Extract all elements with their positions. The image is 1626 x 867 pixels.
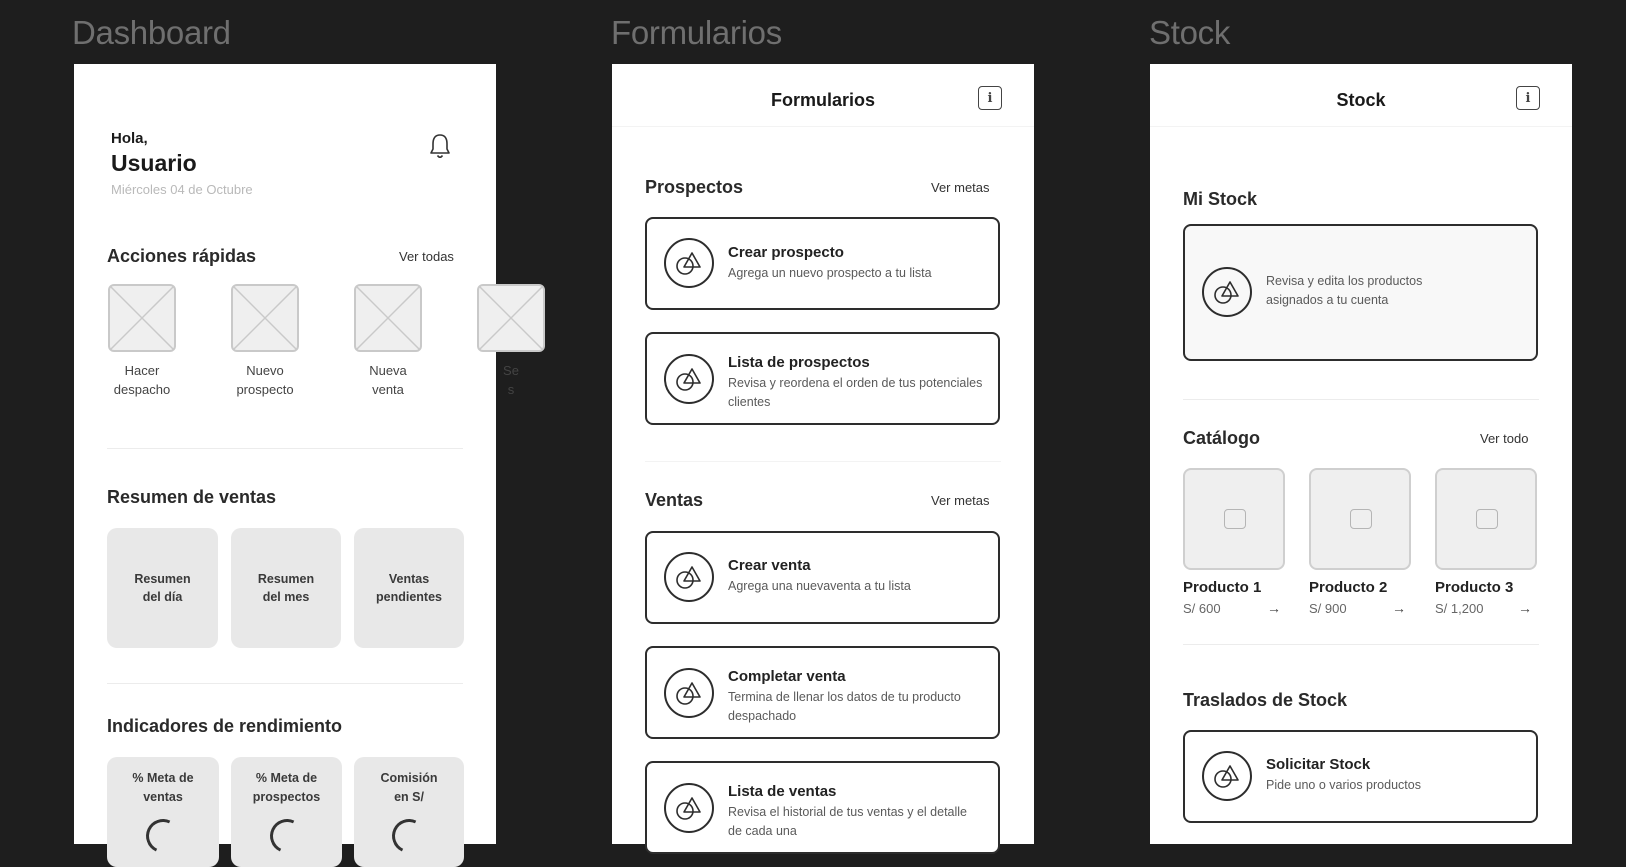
card-title: Lista de prospectos bbox=[728, 354, 870, 371]
shapes-icon bbox=[664, 238, 714, 288]
sales-summary-title: Resumen de ventas bbox=[107, 487, 277, 507]
dashboard-screen bbox=[74, 64, 519, 844]
stock-transfers-title: Traslados de Stock bbox=[1183, 690, 1348, 710]
card-title: Crear prospecto bbox=[728, 244, 844, 261]
frame-title-stock: Stock bbox=[1149, 14, 1231, 51]
card-title: Crear venta bbox=[728, 557, 811, 574]
card-description: Termina de llenar los datos de tu producto despachado bbox=[728, 690, 961, 723]
image-icon bbox=[1476, 509, 1498, 529]
header-divider bbox=[612, 126, 1034, 127]
product-image-placeholder[interactable] bbox=[1309, 468, 1411, 570]
progress-ring-icon bbox=[265, 814, 309, 858]
quick-action-placeholder-icon[interactable] bbox=[477, 284, 545, 352]
product-name: Producto 1 bbox=[1183, 579, 1262, 596]
performance-card[interactable] bbox=[231, 757, 342, 867]
image-icon bbox=[1350, 509, 1372, 529]
card-description: Agrega un nuevo prospecto a tu lista bbox=[728, 266, 932, 280]
divider bbox=[1183, 644, 1539, 645]
arrow-right-icon[interactable]: → bbox=[1392, 600, 1406, 616]
card-title: Solicitar Stock bbox=[1266, 756, 1371, 773]
shapes-icon bbox=[1202, 267, 1252, 317]
header-divider bbox=[1150, 126, 1572, 127]
quick-actions-title: Acciones rápidas bbox=[107, 246, 257, 266]
performance-title: Indicadores de rendimiento bbox=[107, 716, 343, 736]
image-icon bbox=[1224, 509, 1246, 529]
frame-title-formularios: Formularios bbox=[611, 14, 782, 51]
my-stock-title: Mi Stock bbox=[1183, 189, 1258, 209]
card-title: Completar venta bbox=[728, 668, 846, 685]
arrow-right-icon[interactable]: → bbox=[1267, 600, 1281, 616]
divider bbox=[1183, 399, 1539, 400]
ventas-see-goals-link[interactable]: Ver metas bbox=[931, 493, 990, 508]
quick-action-placeholder-icon[interactable] bbox=[354, 284, 422, 352]
performance-card-label: % Meta de ventas bbox=[132, 771, 194, 804]
product-price: S/ 600 bbox=[1183, 601, 1221, 616]
catalog-see-all-link[interactable]: Ver todo bbox=[1480, 431, 1529, 446]
stock-screen bbox=[1150, 64, 1572, 844]
performance-card-label: Comisión en S/ bbox=[380, 771, 438, 804]
prospectos-title: Prospectos bbox=[645, 177, 744, 197]
product-image-placeholder[interactable] bbox=[1435, 468, 1537, 570]
info-icon[interactable]: i bbox=[978, 86, 1002, 110]
divider bbox=[645, 461, 1001, 462]
performance-card[interactable] bbox=[354, 757, 464, 867]
card-description: Pide uno o varios productos bbox=[1266, 778, 1421, 792]
frame-title-dashboard: Dashboard bbox=[72, 14, 231, 51]
product-name: Producto 3 bbox=[1435, 579, 1514, 596]
sales-summary-card[interactable]: Resumen del día bbox=[107, 528, 218, 648]
bell-icon[interactable] bbox=[428, 132, 452, 162]
shapes-icon bbox=[664, 354, 714, 404]
my-stock-card[interactable] bbox=[1183, 224, 1538, 361]
page-title: Formularios bbox=[770, 90, 876, 110]
catalog-title: Catálogo bbox=[1183, 428, 1261, 448]
product-price: S/ 900 bbox=[1309, 601, 1347, 616]
sales-list-card[interactable] bbox=[645, 761, 1000, 854]
prospect-list-card[interactable] bbox=[645, 332, 1000, 425]
quick-action-label: Nueva venta bbox=[369, 363, 407, 397]
current-date: Miércoles 04 de Octubre bbox=[111, 182, 253, 197]
arrow-right-icon[interactable]: → bbox=[1518, 600, 1532, 616]
quick-action-label: Se s bbox=[503, 363, 519, 397]
card-title: Lista de ventas bbox=[728, 783, 837, 800]
card-description: Agrega una nuevaventa a tu lista bbox=[728, 579, 911, 593]
card-description: Revisa y edita los productos asignados a tu cuenta bbox=[1266, 274, 1423, 307]
prospectos-see-goals-link[interactable]: Ver metas bbox=[931, 180, 990, 195]
sales-summary-card[interactable]: Resumen del mes bbox=[231, 528, 341, 648]
product-name: Producto 2 bbox=[1309, 579, 1388, 596]
ventas-title: Ventas bbox=[645, 490, 704, 510]
progress-ring-icon bbox=[141, 814, 185, 858]
info-icon[interactable]: i bbox=[1516, 86, 1540, 110]
page-title: Stock bbox=[1336, 90, 1386, 110]
divider bbox=[107, 448, 463, 449]
performance-card-label: % Meta de prospectos bbox=[252, 771, 321, 804]
shapes-icon bbox=[1202, 751, 1252, 801]
progress-ring-icon bbox=[387, 814, 431, 858]
sales-summary-card[interactable]: Ventas pendientes bbox=[354, 528, 464, 648]
performance-card[interactable] bbox=[107, 757, 219, 867]
product-price: S/ 1,200 bbox=[1435, 601, 1484, 616]
quick-action-label: Nuevo prospecto bbox=[236, 363, 294, 397]
quick-actions-see-all-link[interactable]: Ver todas bbox=[399, 249, 454, 264]
card-description: Revisa el historial de tus ventas y el detalle de cada una bbox=[728, 805, 968, 838]
formularios-screen bbox=[612, 64, 1034, 844]
user-name: Usuario bbox=[111, 150, 197, 176]
create-prospect-card[interactable] bbox=[645, 217, 1000, 310]
shapes-icon bbox=[664, 552, 714, 602]
greeting-text: Hola, bbox=[111, 130, 148, 147]
shapes-icon bbox=[664, 668, 714, 718]
shapes-icon bbox=[664, 783, 714, 833]
quick-action-placeholder-icon[interactable] bbox=[108, 284, 176, 352]
create-sale-card[interactable] bbox=[645, 531, 1000, 624]
quick-action-label: Hacer despacho bbox=[113, 363, 171, 397]
divider bbox=[107, 683, 463, 684]
request-stock-card[interactable] bbox=[1183, 730, 1538, 823]
product-image-placeholder[interactable] bbox=[1183, 468, 1285, 570]
quick-action-placeholder-icon[interactable] bbox=[231, 284, 299, 352]
card-description: Revisa y reordena el orden de tus potenciales clientes bbox=[728, 376, 983, 409]
complete-sale-card[interactable] bbox=[645, 646, 1000, 739]
